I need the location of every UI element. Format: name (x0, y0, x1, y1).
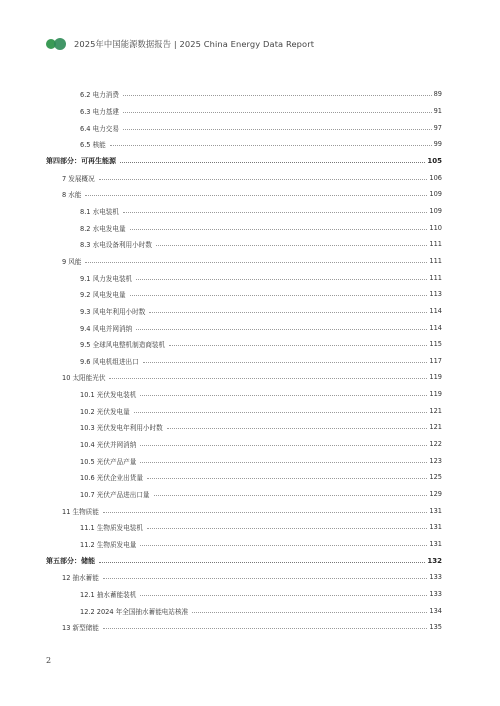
toc-leader-dots (140, 545, 427, 546)
toc-entry-title: 11.2 生物质发电量 (80, 541, 137, 550)
toc-entry[interactable] (46, 602, 442, 619)
toc-entry-title: 9.1 风力发电装机 (80, 274, 133, 283)
report-logo-icon (46, 38, 68, 50)
toc-entry-title: 10.2 光伏发电量 (80, 407, 130, 416)
toc-entry-title: 第四部分：可再生能源 (46, 156, 116, 165)
toc-leader-dots (156, 245, 427, 246)
toc-leader-dots (136, 279, 427, 280)
toc-leader-dots (140, 445, 427, 446)
toc-leader-dots (130, 295, 428, 296)
toc-entry-page: 99 (433, 140, 442, 149)
toc-entry-title: 12 抽水蓄能 (62, 574, 99, 583)
toc-entry[interactable] (46, 119, 442, 136)
toc-entry-title: 10.4 光伏并网消纳 (80, 441, 137, 450)
toc-leader-dots (120, 162, 425, 163)
toc-entry-page: 111 (429, 256, 442, 265)
toc-entry[interactable] (46, 319, 442, 336)
toc-entry-title: 12.2 2024 年全国抽水蓄能电站核准 (80, 607, 189, 616)
toc-entry-title: 9.2 风电发电量 (80, 291, 126, 300)
toc-entry-title: 8.3 水电设备利用小时数 (80, 241, 152, 250)
toc-entry-title: 9 风能 (62, 257, 82, 266)
toc-entry-page: 132 (427, 556, 442, 565)
toc-entry[interactable] (46, 103, 442, 120)
toc-leader-dots (154, 495, 428, 496)
toc-leader-dots (123, 112, 432, 113)
toc-leader-dots (103, 512, 428, 513)
toc-leader-dots (123, 212, 427, 213)
toc-entry-title: 6.5 核能 (80, 141, 106, 150)
toc-entry-title: 10.6 光伏企业出货量 (80, 474, 143, 483)
toc-entry-page: 119 (429, 390, 442, 399)
toc-leader-dots (134, 412, 428, 413)
toc-leader-dots (99, 562, 425, 563)
toc-leader-dots (140, 462, 427, 463)
toc-entry[interactable] (46, 269, 442, 286)
toc-entry-page: 117 (429, 356, 442, 365)
toc-leader-dots (149, 312, 427, 313)
toc-entry-title: 10.5 光伏产品产量 (80, 457, 137, 466)
toc-entry-page: 105 (427, 156, 442, 165)
toc-entry-page: 109 (429, 190, 442, 199)
toc-entry-page: 133 (429, 573, 442, 582)
toc-leader-dots (110, 145, 432, 146)
toc-leader-dots (130, 229, 428, 230)
toc-entry-page: 89 (433, 90, 442, 99)
toc-entry[interactable] (46, 369, 442, 386)
toc-entry[interactable] (46, 402, 442, 419)
toc-entry-page: 97 (433, 123, 442, 132)
toc-entry[interactable] (46, 136, 442, 153)
toc-leader-dots (147, 478, 427, 479)
toc-entry-page: 119 (429, 373, 442, 382)
toc-leader-dots (192, 612, 427, 613)
toc-leader-dots (85, 262, 427, 263)
table-of-contents (46, 86, 442, 636)
toc-leader-dots (99, 179, 428, 180)
toc-entry[interactable] (46, 353, 442, 370)
toc-entry-title: 7 发展概况 (62, 174, 95, 183)
toc-entry[interactable] (46, 203, 442, 220)
toc-entry[interactable] (46, 586, 442, 603)
toc-entry[interactable] (46, 469, 442, 486)
toc-entry[interactable] (46, 486, 442, 503)
toc-leader-dots (169, 345, 427, 346)
toc-entry-title: 11.1 生物质发电装机 (80, 524, 143, 533)
toc-entry-title: 10.3 光伏发电年利用小时数 (80, 424, 163, 433)
toc-entry[interactable] (46, 303, 442, 320)
toc-leader-dots (103, 628, 428, 629)
toc-entry[interactable] (46, 419, 442, 436)
toc-entry-page: 121 (429, 406, 442, 415)
toc-entry[interactable] (46, 386, 442, 403)
toc-entry-title: 13 新型储能 (62, 624, 99, 633)
toc-entry[interactable] (46, 169, 442, 186)
toc-leader-dots (123, 95, 432, 96)
toc-leader-dots (123, 129, 432, 130)
toc-entry-page: 110 (429, 223, 442, 232)
toc-entry-title: 第五部分：储能 (46, 556, 95, 565)
toc-entry-title: 8.2 水电发电量 (80, 224, 126, 233)
toc-entry-page: 134 (429, 606, 442, 615)
toc-entry-title: 8 水能 (62, 191, 82, 200)
toc-entry-page: 111 (429, 273, 442, 282)
toc-entry-page: 129 (429, 490, 442, 499)
toc-entry-page: 114 (429, 306, 442, 315)
toc-leader-dots (85, 195, 427, 196)
toc-entry[interactable] (46, 86, 442, 103)
toc-entry-page: 122 (429, 440, 442, 449)
toc-leader-dots (143, 362, 428, 363)
toc-entry[interactable] (46, 186, 442, 203)
toc-entry-page: 109 (429, 206, 442, 215)
toc-entry[interactable] (46, 552, 442, 569)
toc-leader-dots (103, 578, 428, 579)
toc-leader-dots (109, 378, 427, 379)
toc-entry-title: 9.3 风电年利用小时数 (80, 307, 146, 316)
toc-entry-page: 114 (429, 323, 442, 332)
toc-leader-dots (140, 595, 427, 596)
page-header (46, 38, 314, 50)
page-number: 2 (46, 656, 52, 665)
toc-entry[interactable] (46, 236, 442, 253)
toc-entry-page: 131 (429, 506, 442, 515)
toc-entry-page: 111 (429, 240, 442, 249)
toc-entry-title: 10.1 光伏发电装机 (80, 391, 137, 400)
toc-entry[interactable] (46, 336, 442, 353)
toc-entry-page: 131 (429, 540, 442, 549)
toc-entry[interactable] (46, 219, 442, 236)
toc-entry-title: 6.4 电力交易 (80, 124, 119, 133)
toc-entry-page: 123 (429, 456, 442, 465)
toc-entry-page: 113 (429, 290, 442, 299)
toc-entry-page: 125 (429, 473, 442, 482)
toc-entry[interactable] (46, 519, 442, 536)
toc-entry[interactable] (46, 502, 442, 519)
toc-entry-page: 91 (433, 106, 442, 115)
toc-entry[interactable] (46, 536, 442, 553)
toc-entry-page: 131 (429, 523, 442, 532)
toc-entry-title: 6.2 电力消费 (80, 91, 119, 100)
toc-entry-page: 121 (429, 423, 442, 432)
toc-entry-page: 115 (429, 340, 442, 349)
toc-entry-title: 10.7 光伏产品进出口量 (80, 491, 150, 500)
toc-entry-title: 9.5 全球风电整机制造商装机 (80, 341, 166, 350)
toc-entry-title: 6.3 电力基建 (80, 107, 119, 116)
toc-entry[interactable] (46, 153, 442, 170)
toc-entry-page: 135 (429, 623, 442, 632)
toc-entry-title: 12.1 抽水蓄能装机 (80, 591, 137, 600)
toc-entry[interactable] (46, 452, 442, 469)
toc-leader-dots (136, 329, 427, 330)
toc-leader-dots (147, 528, 427, 529)
toc-entry[interactable] (46, 253, 442, 270)
toc-entry-title: 9.6 风电机组进出口 (80, 357, 139, 366)
toc-entry[interactable] (46, 286, 442, 303)
toc-entry-title: 8.1 水电装机 (80, 207, 119, 216)
toc-entry[interactable] (46, 436, 442, 453)
toc-entry[interactable] (46, 619, 442, 636)
header-title: 2025年中国能源数据报告 | 2025 China Energy Data Report (74, 39, 315, 49)
toc-entry[interactable] (46, 569, 442, 586)
toc-leader-dots (167, 428, 428, 429)
toc-entry-title: 9.4 风电并网消纳 (80, 324, 133, 333)
toc-entry-title: 10 太阳能光伏 (62, 374, 106, 383)
toc-entry-page: 106 (429, 173, 442, 182)
toc-entry-page: 133 (429, 590, 442, 599)
toc-leader-dots (140, 395, 427, 396)
toc-entry-title: 11 生物质能 (62, 507, 99, 516)
